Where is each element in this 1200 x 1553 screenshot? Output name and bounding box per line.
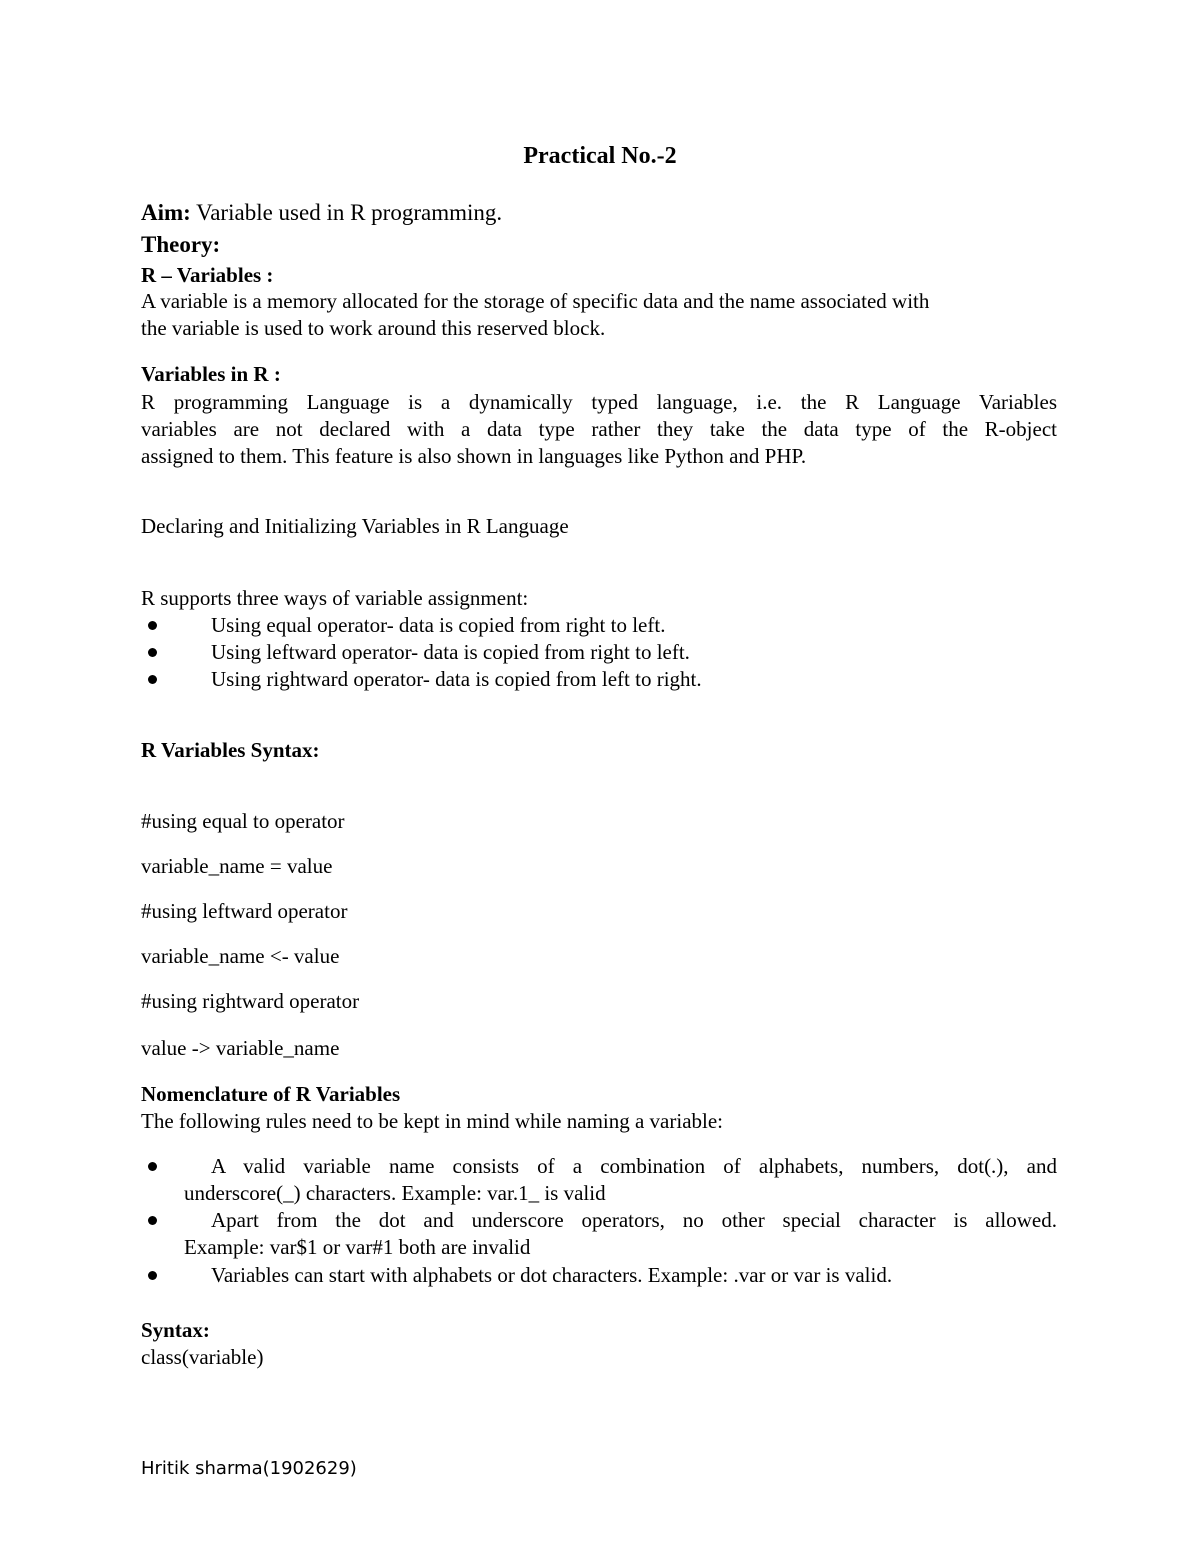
code-line: variable_name = value [141, 854, 333, 878]
bullet-icon [148, 1271, 157, 1280]
syntax-2-heading: Syntax: [141, 1318, 210, 1342]
code-line: variable_name <- value [141, 944, 340, 968]
nomenclature-heading: Nomenclature of R Variables [141, 1082, 401, 1106]
theory-heading: Theory: [141, 232, 221, 257]
assignment-item-1: Using equal operator- data is copied from right to left. [211, 613, 666, 637]
bullet-icon [148, 621, 157, 630]
code-line: value -> variable_name [141, 1036, 340, 1060]
r-variables-text-line-2: the variable is used to work around this reserved block. [141, 316, 606, 340]
variables-in-r-line-3: assigned to them. This feature is also shown in languages like Python and PHP. [141, 444, 807, 468]
bullet-icon [148, 648, 157, 657]
bullet-icon [148, 1162, 157, 1171]
rule-2-line-2: Example: var$1 or var#1 both are invalid [184, 1235, 531, 1259]
page-footer: Hritik sharma(1902629) [141, 1458, 357, 1479]
variables-in-r-line-2: variables are not declared with a data type rather they take the data type of the R-object [141, 417, 1057, 441]
rule-1-line-1: A valid variable name consists of a combination of alphabets, numbers, dot(.), and [211, 1154, 1057, 1178]
aim-line [141, 200, 502, 226]
rule-2-line-1: Apart from the dot and underscore operators, no other special character is allowed. [211, 1208, 1057, 1232]
r-variables-text-line-1: A variable is a memory allocated for the storage of specific data and the name associated with [141, 289, 930, 313]
code-line: #using leftward operator [141, 899, 348, 923]
code-line: #using rightward operator [141, 989, 360, 1013]
syntax-heading: R Variables Syntax: [141, 738, 320, 762]
r-variables-heading: R – Variables : [141, 263, 274, 287]
aim-label: Aim: [141, 200, 191, 225]
aim-text: Variable used in R programming. [190, 200, 503, 225]
bullet-icon [148, 1216, 157, 1225]
page-title: Practical No.-2 [523, 143, 677, 169]
assignment-item-2: Using leftward operator- data is copied from right to left. [211, 640, 690, 664]
assignment-item-3: Using rightward operator- data is copied from left to right. [211, 667, 702, 691]
assignment-intro: R supports three ways of variable assignment: [141, 586, 529, 610]
bullet-icon [148, 675, 157, 684]
variables-in-r-line-1: R programming Language is a dynamically typed language, i.e. the R Language Variables [141, 390, 1057, 414]
rule-3: Variables can start with alphabets or dot characters. Example: .var or var is valid. [211, 1263, 893, 1287]
nomenclature-intro: The following rules need to be kept in mind while naming a variable: [141, 1109, 724, 1133]
code-line: #using equal to operator [141, 809, 345, 833]
rule-1-line-2: underscore(_) characters. Example: var.1_ is valid [184, 1181, 606, 1205]
variables-in-r-heading: Variables in R : [141, 362, 281, 386]
declaring-heading: Declaring and Initializing Variables in R Language [141, 514, 569, 538]
syntax-2-code: class(variable) [141, 1345, 264, 1369]
